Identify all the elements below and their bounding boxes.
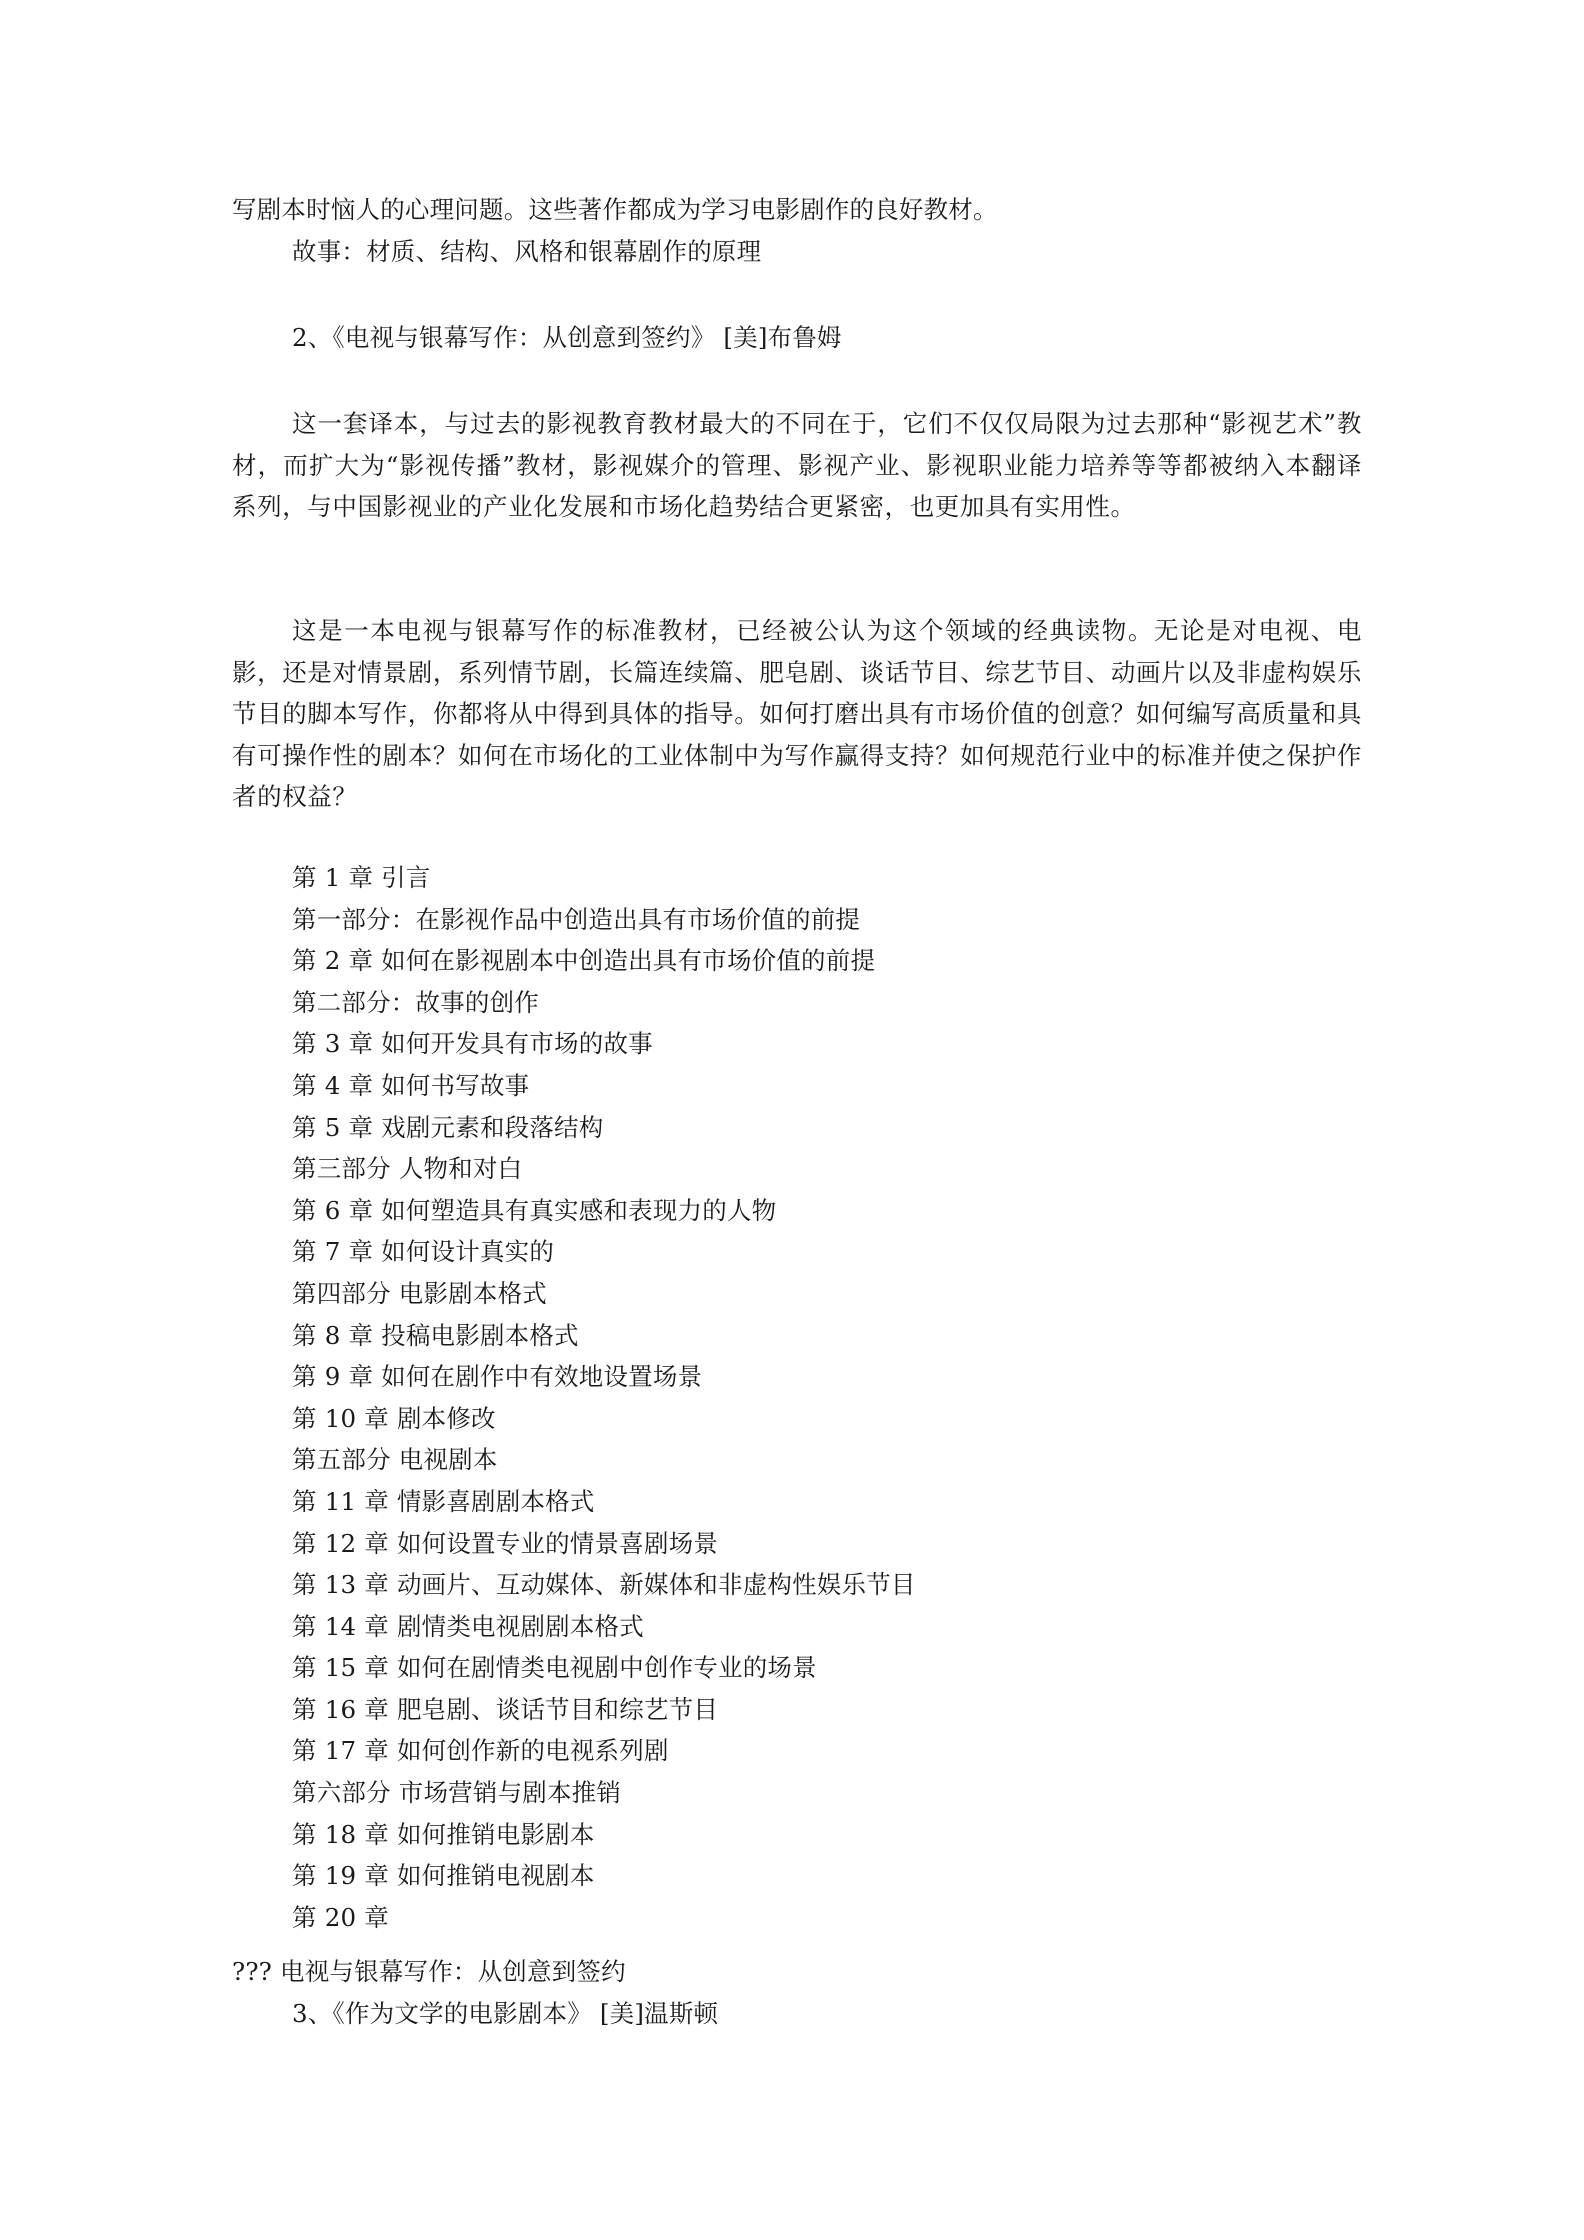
toc-item: 第 15 章 如何在剧情类电视剧中创作专业的场景	[292, 1653, 817, 1683]
toc-item: 第 5 章 戏剧元素和段落结构	[292, 1112, 604, 1142]
toc-item: 第 7 章 如何设计真实的	[292, 1237, 555, 1267]
toc-item: 第 13 章 动画片、互动媒体、新媒体和非虚构性娱乐节目	[292, 1570, 916, 1600]
toc-item: 第 6 章 如何塑造具有真实感和表现力的人物	[292, 1195, 777, 1225]
toc-item: 第 2 章 如何在影视剧本中创造出具有市场价值的前提	[292, 946, 876, 976]
toc-item: 第六部分 市场营销与剧本推销	[292, 1778, 622, 1808]
toc-item: 第 3 章 如何开发具有市场的故事	[292, 1029, 653, 1059]
toc-item: 第 1 章 引言	[292, 863, 431, 892]
toc-item: 第 20 章	[292, 1902, 389, 1932]
toc-item: 第四部分 电影剧本格式	[292, 1278, 547, 1308]
toc-item: 第五部分 电视剧本	[292, 1445, 498, 1475]
toc-item: 第 14 章 剧情类电视剧剧本格式	[292, 1611, 644, 1641]
toc-item: 第 18 章 如何推销电影剧本	[292, 1819, 595, 1849]
toc-item: 第 8 章 投稿电影剧本格式	[292, 1320, 579, 1350]
closing-book-title: ??? 电视与银幕写作：从创意到签约	[232, 1957, 626, 1986]
toc-item: 第 4 章 如何书写故事	[292, 1070, 530, 1100]
toc-item: 第 16 章 肥皂剧、谈话节目和综艺节目	[292, 1694, 719, 1724]
book3-heading: 3、《作为文学的电影剧本》 [美]温斯顿	[292, 1999, 719, 2028]
opening-line: 写剧本时恼人的心理问题。这些著作都成为学习电影剧作的良好教材。	[232, 195, 998, 224]
toc-item: 第 17 章 如何创作新的电视系列剧	[292, 1736, 669, 1766]
table-of-contents	[292, 857, 916, 1938]
book2-heading: 2、《电视与银幕写作：从创意到签约》 [美]布鲁姆	[292, 323, 842, 352]
toc-item: 第 10 章 剧本修改	[292, 1403, 496, 1433]
toc-item: 第 12 章 如何设置专业的情景喜剧场景	[292, 1528, 719, 1558]
toc-item: 第三部分 人物和对白	[292, 1154, 523, 1184]
paragraph-translation-series: 这一套译本，与过去的影视教育教材最大的不同在于，它们不仅仅局限为过去那种“影视艺术”教材，而扩大为“影视传播”教材，影视媒介的管理、影视产业、影视职业能力培养等等都被纳入本翻译系列，与中国影视业的产业化发展和市场化趋势结合更紧密，也更加具有实用性。	[232, 409, 1362, 521]
toc-item: 第一部分：在影视作品中创造出具有市场价值的前提	[292, 904, 861, 934]
toc-item: 第 11 章 情影喜剧剧本格式	[292, 1486, 595, 1516]
toc-item: 第二部分：故事的创作	[292, 987, 539, 1017]
story-book-title: 故事：材质、结构、风格和银幕剧作的原理	[292, 237, 762, 266]
paragraph-book-description: 这是一本电视与银幕写作的标准教材，已经被公认为这个领域的经典读物。无论是对电视、电影，还是对情景剧，系列情节剧，长篇连续篇、肥皂剧、谈话节目、综艺节目、动画片以及非虚构娱乐节目的脚本写作，你都将从中得到具体的指导。如何打磨出具有市场价值的创意？如何编写高质量和具有可操作性的剧本？如何在市场化的工业体制中为写作赢得支持？如何规范行业中的标准并使之保护作者的权益？	[232, 616, 1362, 811]
toc-item: 第 19 章 如何推销电视剧本	[292, 1861, 595, 1891]
toc-item: 第 9 章 如何在剧作中有效地设置场景	[292, 1362, 703, 1392]
